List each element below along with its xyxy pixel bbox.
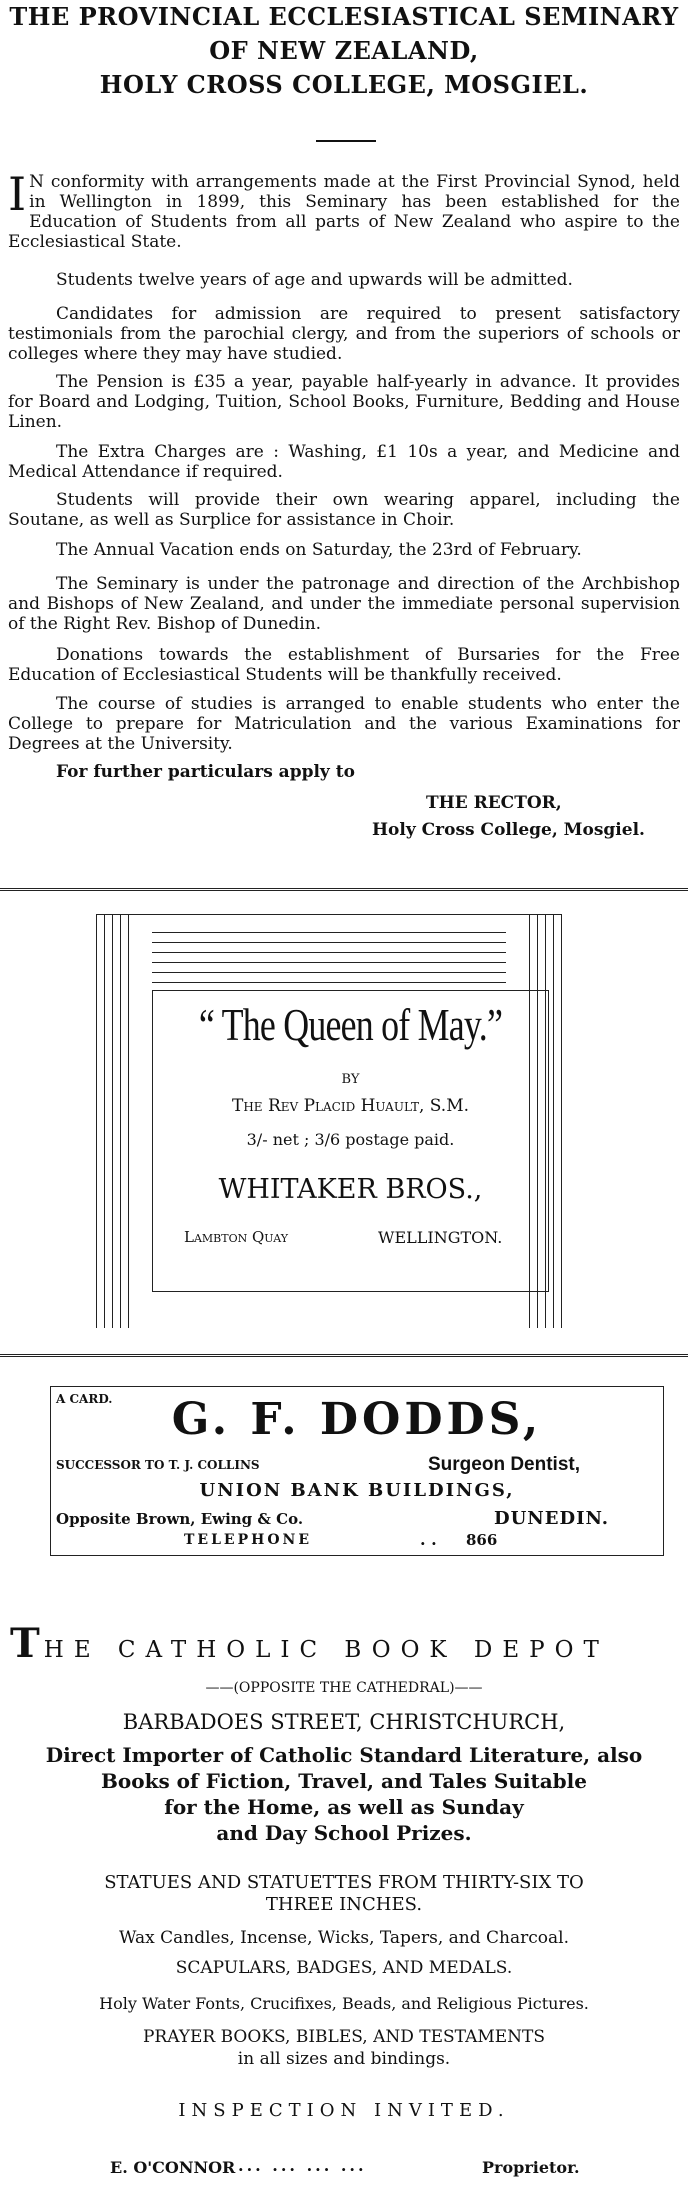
depot-prayer-line-2: in all sizes and bindings. bbox=[237, 2049, 451, 2069]
depot-importer-line-4: and Day School Prizes. bbox=[216, 1821, 472, 1845]
successor: SUCCESSOR TO T. J. COLLINS bbox=[56, 1458, 260, 1472]
depot-scapulars: SCAPULARS, BADGES, AND MEDALS. bbox=[175, 1958, 513, 1978]
depot-owner: E. O'CONNOR bbox=[110, 2158, 236, 2177]
seminary-title bbox=[0, 0, 688, 102]
dodds-city: DUNEDIN. bbox=[494, 1508, 610, 1529]
seminary-paragraph-7: The Annual Vacation ends on Saturday, the 23rd of February. bbox=[56, 540, 582, 560]
dropcap: I bbox=[8, 167, 27, 221]
depot-owner-title: Proprietor. bbox=[482, 2158, 580, 2177]
rector-address: Holy Cross College, Mosgiel. bbox=[372, 820, 645, 840]
seminary-title-line-3: HOLY CROSS COLLEGE, MOSGIEL. bbox=[99, 70, 589, 99]
card-label: A CARD. bbox=[56, 1392, 113, 1406]
depot-wax: Wax Candles, Incense, Wicks, Tapers, and Charcoal. bbox=[119, 1928, 569, 1948]
seminary-paragraph-3: Candidates for admission are required to present satisfactory testimonials from the parochial clergy, and from the superiors of schools or colleges where they may have studied. bbox=[8, 304, 680, 364]
further-particulars: For further particulars apply to bbox=[56, 762, 355, 782]
seminary-paragraph-1-text: N conformity with arrangements made at the First Provincial Synod, held in Wellington in 1899, this Seminary has been established for the Education of Students from all parts of New Zealand who aspire to the Ecclesiastical State. bbox=[8, 172, 680, 252]
opposite: Opposite Brown, Ewing & Co. bbox=[56, 1510, 304, 1528]
depot-importer-line-3: for the Home, as well as Sunday bbox=[164, 1795, 524, 1819]
queen-ad-title-wrap bbox=[152, 998, 549, 1052]
depot-importer bbox=[0, 1742, 688, 1846]
book-title: “ The Queen of May.” bbox=[198, 999, 503, 1050]
seminary-paragraph-10: The course of studies is arranged to enable students who enter the College to prepare for Matriculation and the various Examinations for Degrees at the University. bbox=[8, 694, 680, 754]
title-rule bbox=[316, 140, 376, 142]
publisher-street: Lambton Quay bbox=[184, 1228, 288, 1246]
by-label: BY bbox=[341, 1072, 360, 1087]
dodds-name: G. F. DODDS, bbox=[171, 1394, 543, 1445]
depot-title-rest: HE CATHOLIC BOOK DEPOT bbox=[43, 1637, 609, 1663]
divider bbox=[0, 888, 688, 891]
depot-statues bbox=[0, 1872, 688, 1916]
seminary-paragraph-4: The Pension is £35 a year, payable half-yearly in advance. It provides for Board and Lodging, Tuition, School Books, Furniture, Bedding and House Linen. bbox=[8, 372, 680, 432]
seminary-paragraph-5: The Extra Charges are : Washing, £1 10s a year, and Medicine and Medical Attendance if required. bbox=[8, 442, 680, 482]
depot-title-initial: T bbox=[10, 1620, 44, 1667]
depot-importer-line-2: Books of Fiction, Travel, and Tales Suitable bbox=[101, 1769, 587, 1793]
price: 3/- net ; 3/6 postage paid. bbox=[246, 1130, 455, 1149]
depot-statues-line-1: STATUES AND STATUETTES FROM THIRTY-SIX TO bbox=[104, 1872, 584, 1893]
seminary-title-line-2: OF NEW ZEALAND, bbox=[209, 36, 479, 65]
seminary-paragraph-2: Students twelve years of age and upwards will be admitted. bbox=[56, 270, 573, 290]
seminary-title-line-1: THE PROVINCIAL ECCLESIASTICAL SEMINARY bbox=[9, 2, 679, 31]
depot-importer-line-1: Direct Importer of Catholic Standard Literature, also bbox=[45, 1743, 643, 1767]
depot-statues-line-2: THREE INCHES. bbox=[265, 1894, 423, 1915]
seminary-paragraph-9: Donations towards the establishment of Bursaries for the Free Education of Ecclesiastical Students will be thankfully received. bbox=[8, 645, 680, 685]
depot-inspection: INSPECTION INVITED. bbox=[178, 2100, 510, 2121]
publisher: WHITAKER BROS., bbox=[218, 1174, 483, 1205]
publisher-city: WELLINGTON. bbox=[378, 1228, 503, 1247]
profession: Surgeon Dentist, bbox=[428, 1454, 581, 1475]
depot-holy-water: Holy Water Fonts, Crucifixes, Beads, and Religious Pictures. bbox=[99, 1994, 589, 2013]
telephone-dots: . . bbox=[420, 1530, 437, 1549]
author: The Rev Placid Huault, S.M. bbox=[231, 1096, 470, 1116]
seminary-paragraph-6: Students will provide their own wearing apparel, including the Soutane, as well as Surplice for assistance in Choir. bbox=[8, 490, 680, 530]
telephone-label: TELEPHONE bbox=[184, 1532, 313, 1548]
depot-opposite: ——(OPPOSITE THE CATHEDRAL)—— bbox=[205, 1680, 483, 1696]
divider bbox=[0, 1354, 688, 1357]
depot-prayer bbox=[0, 2026, 688, 2070]
depot-prayer-line-1: PRAYER BOOKS, BIBLES, AND TESTAMENTS bbox=[142, 2027, 546, 2047]
telephone-number: 866 bbox=[466, 1531, 498, 1549]
depot-street: BARBADOES STREET, CHRISTCHURCH, bbox=[122, 1710, 566, 1734]
building: UNION BANK BUILDINGS, bbox=[199, 1480, 515, 1501]
seminary-paragraph-8: The Seminary is under the patronage and direction of the Archbishop and Bishops of New Zealand, and under the immediate personal supervision of the Right Rev. Bishop of Dunedin. bbox=[8, 574, 680, 634]
depot-title bbox=[10, 1620, 609, 1667]
seminary-paragraph-1 bbox=[8, 167, 680, 252]
depot-owner-dots: ... ... ... ... bbox=[238, 2156, 367, 2175]
rector: THE RECTOR, bbox=[426, 793, 562, 813]
